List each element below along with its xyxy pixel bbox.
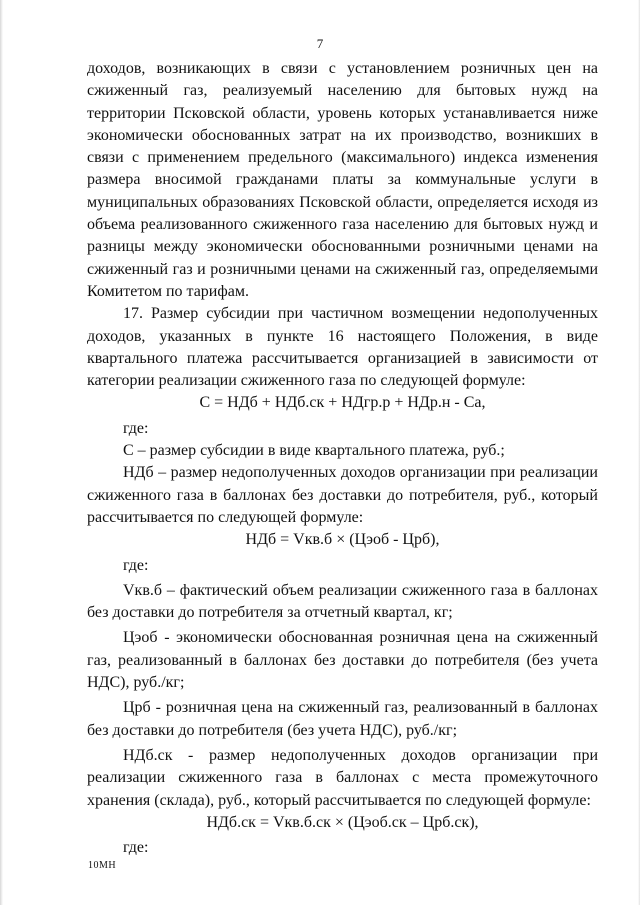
document-body	[87, 58, 598, 859]
formula-ndb: НДб = Vкв.б × (Цэоб - Црб),	[245, 531, 440, 549]
where-label: где:	[123, 419, 149, 437]
definition-ndbsk: НДб.ск - размер недополученных доходов организации при реализации сжиженного газа в баллонах с места промежуточного хранения (склада), руб., который рассчитывается по следующей формуле:	[87, 746, 598, 809]
paragraph-continuation: доходов, возникающих в связи с установлением розничных цен на сжиженный газ, реализуемый населению для бытовых нужд на территории Псковской области, уровень которых устанавливается ниже экономически обоснованных затрат на их производство, возникших в связи с применением предельного (максимального) индекса изменения размера вносимой гражданами платы за коммунальные услуги в муниципальных образованиях Псковской области, определяется исходя из объема реализованного сжиженного газа населению для бытовых нужд и разницы между экономически обоснованными розничными ценами на сжиженный газ и розничными ценами на сжиженный газ, определяемыми Комитетом по тарифам.	[87, 60, 598, 300]
definition-tsrb: Црб - розничная цена на сжиженный газ, реализованный в баллонах без доставки до потребителя (без учета НДС), руб./кг;	[87, 699, 598, 739]
where-label: где:	[123, 839, 149, 857]
definition-c: С – размер субсидии в виде квартального платежа, руб.;	[123, 442, 505, 460]
formula-ndbsk: НДб.ск = Vкв.б.ск × (Цэоб.ск – Црб.ск),	[206, 813, 479, 831]
paragraph-item-17: 17. Размер субсидии при частичном возмещении недополученных доходов, указанных в пункте 16 настоящего Положения, в виде квартального платежа рассчитывается организацией в зависимости от категории реализации сжиженного газа по следующей формуле:	[87, 305, 598, 390]
definition-ndb: НДб – размер недополученных доходов организации при реализации сжиженного газа в баллонах без доставки до потребителя, руб., который рассчитывается по следующей формуле:	[87, 464, 598, 526]
scan-edge	[0, 0, 3, 905]
footer-code: 10МН	[88, 860, 117, 871]
formula-subsidy: С = НДб + НДб.ск + НДгр.р + НДр.н - Са,	[199, 394, 486, 412]
definition-vkvb: Vкв.б – фактический объем реализации сжиженного газа в баллонах без доставки до потребителя за отчетный квартал, кг;	[87, 581, 598, 622]
definition-tseob: Цэоб - экономически обоснованная розничная цена на сжиженный газ, реализованный в баллонах без доставки до потребителя (без учета НДС), руб./кг;	[87, 629, 598, 692]
page-number: 7	[316, 36, 324, 51]
where-label: где:	[123, 556, 149, 574]
